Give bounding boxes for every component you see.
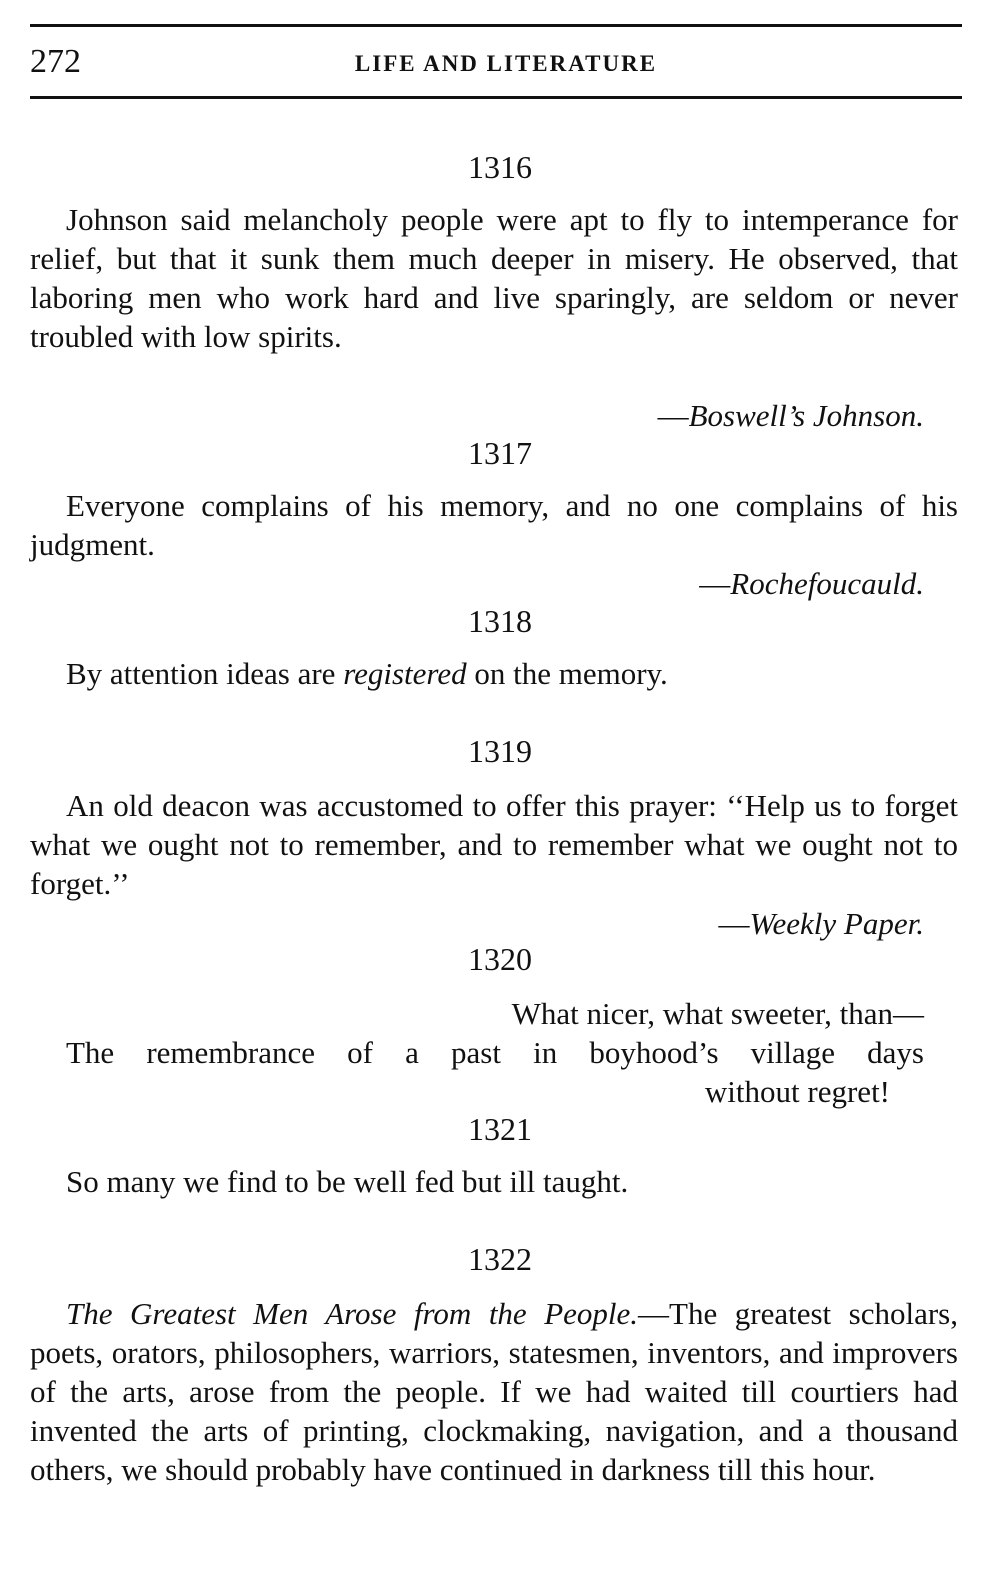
entry-text-part: on the memory. <box>466 656 668 691</box>
verse-line: What nicer, what sweeter, than— <box>511 996 924 1031</box>
entry-number-1319: 1319 <box>468 733 532 769</box>
entry-number-1318: 1318 <box>468 603 532 639</box>
attribution-source: Boswell’s Johnson. <box>688 398 924 433</box>
entry-text-part: —The greatest scholars, poets, orators, philosophers, warriors, statesmen, inventors, and improvers of the arts, arose from the people. If we had waited till courtiers had invented the arts of printing, clockmaking, navigation, and a thousand others, we should probably have continued in darkness till this hour. <box>30 1296 958 1487</box>
entry-number-1317: 1317 <box>468 435 532 471</box>
entry-text-1316: Johnson said melancholy people were apt to fly to intemperance for relief, but that it sunk them much deeper in misery. He observed, that laboring men who work hard and live sparingly, are seldom or never troubled with low spirits. <box>30 202 958 354</box>
entry-number-1322: 1322 <box>468 1241 532 1277</box>
attribution-1319 <box>719 904 924 943</box>
entry-text-1319: An old deacon was accustomed to offer this prayer: ‘‘Help us to forget what we ought not to remember, and to remember what we ought not to forget.’’ <box>30 788 958 901</box>
entry-text-1318 <box>30 654 958 693</box>
attribution-1317 <box>699 564 924 603</box>
attribution-dash: — <box>657 398 689 433</box>
entry-number-1321: 1321 <box>468 1111 532 1147</box>
attribution-dash: — <box>699 566 731 601</box>
verse-line: The remembrance of a past in boyhood’s village days <box>66 1035 924 1070</box>
entry-text-1322 <box>30 1294 958 1489</box>
entry-text-1321: So many we find to be well fed but ill taught. <box>66 1164 629 1199</box>
verse-line: without regret! <box>704 1074 890 1109</box>
header-bottom-rule <box>30 96 962 99</box>
entry-number-1320: 1320 <box>468 941 532 977</box>
attribution-source: Rochefoucauld. <box>730 566 924 601</box>
entry-text-italic: registered <box>343 656 467 691</box>
entry-heading-italic: The Greatest Men Arose from the People. <box>66 1296 639 1331</box>
attribution-dash: — <box>718 906 750 941</box>
entry-text-1317: Everyone complains of his memory, and no one complains of his judgment. <box>30 488 958 562</box>
attribution-1316 <box>658 396 924 435</box>
header-top-rule <box>30 24 962 27</box>
attribution-source: Weekly Paper. <box>749 906 924 941</box>
entry-text-part: By attention ideas are <box>66 656 344 691</box>
page-number: 272 <box>30 43 81 80</box>
running-title: LIFE AND LITERATURE <box>354 51 658 76</box>
entry-number-1316: 1316 <box>468 149 532 185</box>
